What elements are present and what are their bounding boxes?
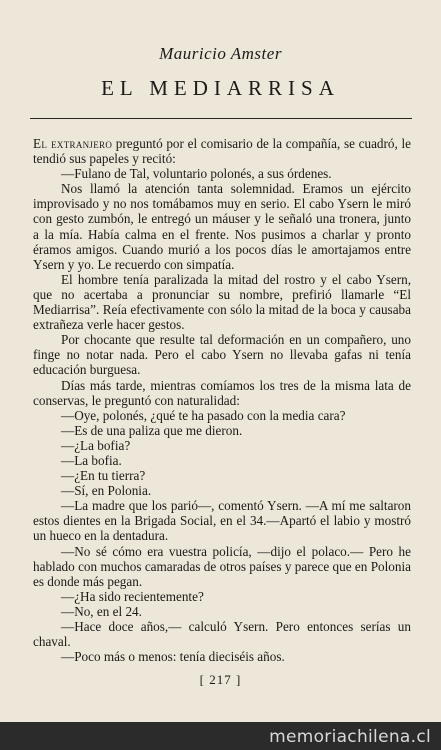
paragraph: —Hace doce años,— calculó Ysern. Pero entonces serías un chaval. (33, 619, 411, 650)
author-name: Mauricio Amster (159, 44, 282, 63)
paragraph: —Fulano de Tal, voluntario polonés, a sus órdenes. (61, 166, 332, 182)
paragraph: —¿Ha sido recientemente? (61, 588, 204, 604)
paragraph: —No sé cómo era vuestra policía, —dijo el polaco.— Pero he hablado con muchos camaradas de otros países y parece que en Polonia es donde más pegan. (33, 543, 411, 589)
paragraph: —Sí, en Polonia. (61, 483, 152, 499)
opening-lead: l extranjero (41, 136, 113, 151)
page-number: [ 217 ] (199, 672, 242, 687)
paragraph: Días más tarde, mientras comíamos los tres de la misma lata de conservas, le preguntó con naturalidad: (33, 377, 411, 408)
paragraph: —La bofia. (61, 452, 122, 468)
title-rule (30, 118, 412, 119)
paragraph-text: preguntó por el comisario de la compañía, se cuadró, le tendió sus papeles y recitó: (33, 136, 411, 167)
paragraph: El hombre tenía paralizada la mitad del rostro y el cabo Ysern, que no acertaba a pronunciar su nombre, prefirió llamarle “El Mediarrisa”. Reía efectivamente con sólo la mitad de la boca y causaba extrañeza verle hacer gestos. (33, 271, 411, 333)
paragraph: —Poco más o menos: tenía dieciséis años. (61, 649, 285, 665)
paragraph (33, 136, 411, 166)
paragraph: —Oye, polonés, ¿qué te ha pasado con la media cara? (61, 407, 346, 423)
paragraph: —Es de una paliza que me dieron. (61, 422, 243, 438)
source-watermark: memoriachilena.cl (269, 727, 431, 747)
paragraph: —La madre que los parió—, comentó Ysern. —A mí me saltaron estos dientes en la Brigada Social, en el 34.—Apartó el labio y mostró un hueco en la dentadura. (33, 498, 411, 544)
dropcap: E (33, 136, 42, 151)
story-title: EL MEDIARRISA (101, 76, 340, 100)
story-body (33, 136, 411, 664)
paragraph: —No, en el 24. (61, 603, 142, 619)
paragraph: —¿La bofia? (61, 437, 131, 453)
paragraph: Por chocante que resulte tal deformación en un compañero, uno finge no notar nada. Pero el cabo Ysern no llevaba gafas ni tenía educación burguesa. (33, 332, 411, 378)
paragraph: —¿En tu tierra? (61, 468, 146, 484)
paragraph: Nos llamó la atención tanta solemnidad. Eramos un ejército improvisado y no nos tomábamos muy en serio. El cabo Ysern le miró con gesto zumbón, le entregó un máuser y le señaló una tronera, junto a la mía. Había calma en el frente. Nos pusimos a charlar y pronto éramos amigos. Cuando murió a los pocos días le amortajamos entre Ysern y yo. Le recuerdo con simpatía. (33, 181, 411, 272)
opening-words (33, 136, 112, 151)
